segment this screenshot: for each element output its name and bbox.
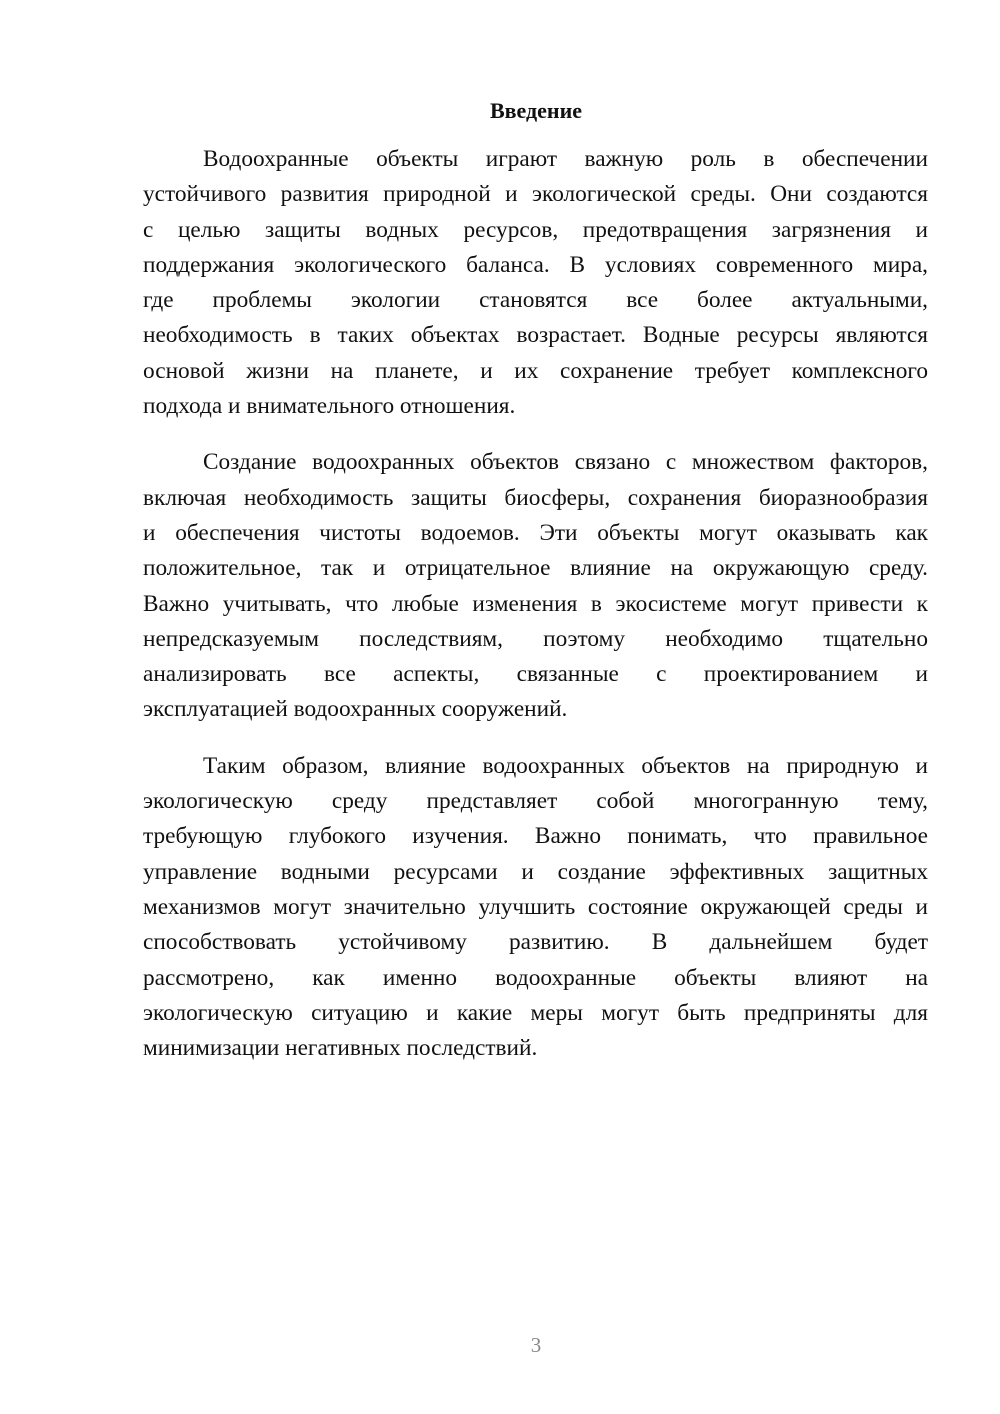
- text-line: Таким образом, влияние водоохранных объектов на природную и: [203, 752, 928, 779]
- text-line: основой жизни на планете, и их сохранение требует комплексного: [143, 357, 928, 384]
- paragraph: [143, 142, 928, 424]
- text-line: подхода и внимательного отношения.: [143, 393, 516, 420]
- text-line: необходимость в таких объектах возрастает. Водные ресурсы являются: [143, 322, 928, 349]
- section-heading: Введение: [489, 98, 583, 123]
- text-line: экологическую среду представляет собой многогранную тему,: [143, 788, 928, 815]
- paragraph: [143, 445, 928, 727]
- text-line: эксплуатацией водоохранных сооружений.: [143, 696, 568, 723]
- text-line: анализировать все аспекты, связанные с проектированием и: [143, 661, 928, 688]
- text-line: рассмотрено, как именно водоохранные объекты влияют на: [143, 964, 928, 991]
- page-number: 3: [530, 1333, 542, 1357]
- text-line: поддержания экологического баланса. В условиях современного мира,: [143, 251, 928, 278]
- text-line: устойчивого развития природной и экологической среды. Они создаются: [143, 181, 928, 208]
- text-line: минимизации негативных последствий.: [143, 1035, 538, 1062]
- text-line: и обеспечения чистоты водоемов. Эти объекты могут оказывать как: [143, 519, 928, 546]
- paragraph: [143, 749, 928, 1067]
- text-line: непредсказуемым последствиям, поэтому необходимо тщательно: [143, 625, 928, 652]
- text-line: где проблемы экологии становятся все более актуальными,: [143, 287, 928, 314]
- text-line: механизмов могут значительно улучшить состояние окружающей среды и: [143, 893, 928, 920]
- text-line: способствовать устойчивому развитию. В дальнейшем будет: [143, 929, 928, 956]
- text-line: положительное, так и отрицательное влияние на окружающую среду.: [143, 555, 928, 582]
- text-line: управление водными ресурсами и создание эффективных защитных: [143, 858, 928, 885]
- body-text: [143, 142, 928, 1087]
- text-line: с целью защиты водных ресурсов, предотвращения загрязнения и: [143, 216, 928, 243]
- text-line: Важно учитывать, что любые изменения в экосистеме могут привести к: [143, 590, 928, 617]
- text-line: включая необходимость защиты биосферы, сохранения биоразнообразия: [143, 484, 928, 511]
- text-line: Создание водоохранных объектов связано с множеством факторов,: [203, 449, 928, 476]
- text-line: Водоохранные объекты играют важную роль в обеспечении: [203, 146, 928, 172]
- text-line: экологическую ситуацию и какие меры могут быть предприняты для: [143, 999, 928, 1026]
- text-line: требующую глубокого изучения. Важно понимать, что правильное: [143, 823, 928, 850]
